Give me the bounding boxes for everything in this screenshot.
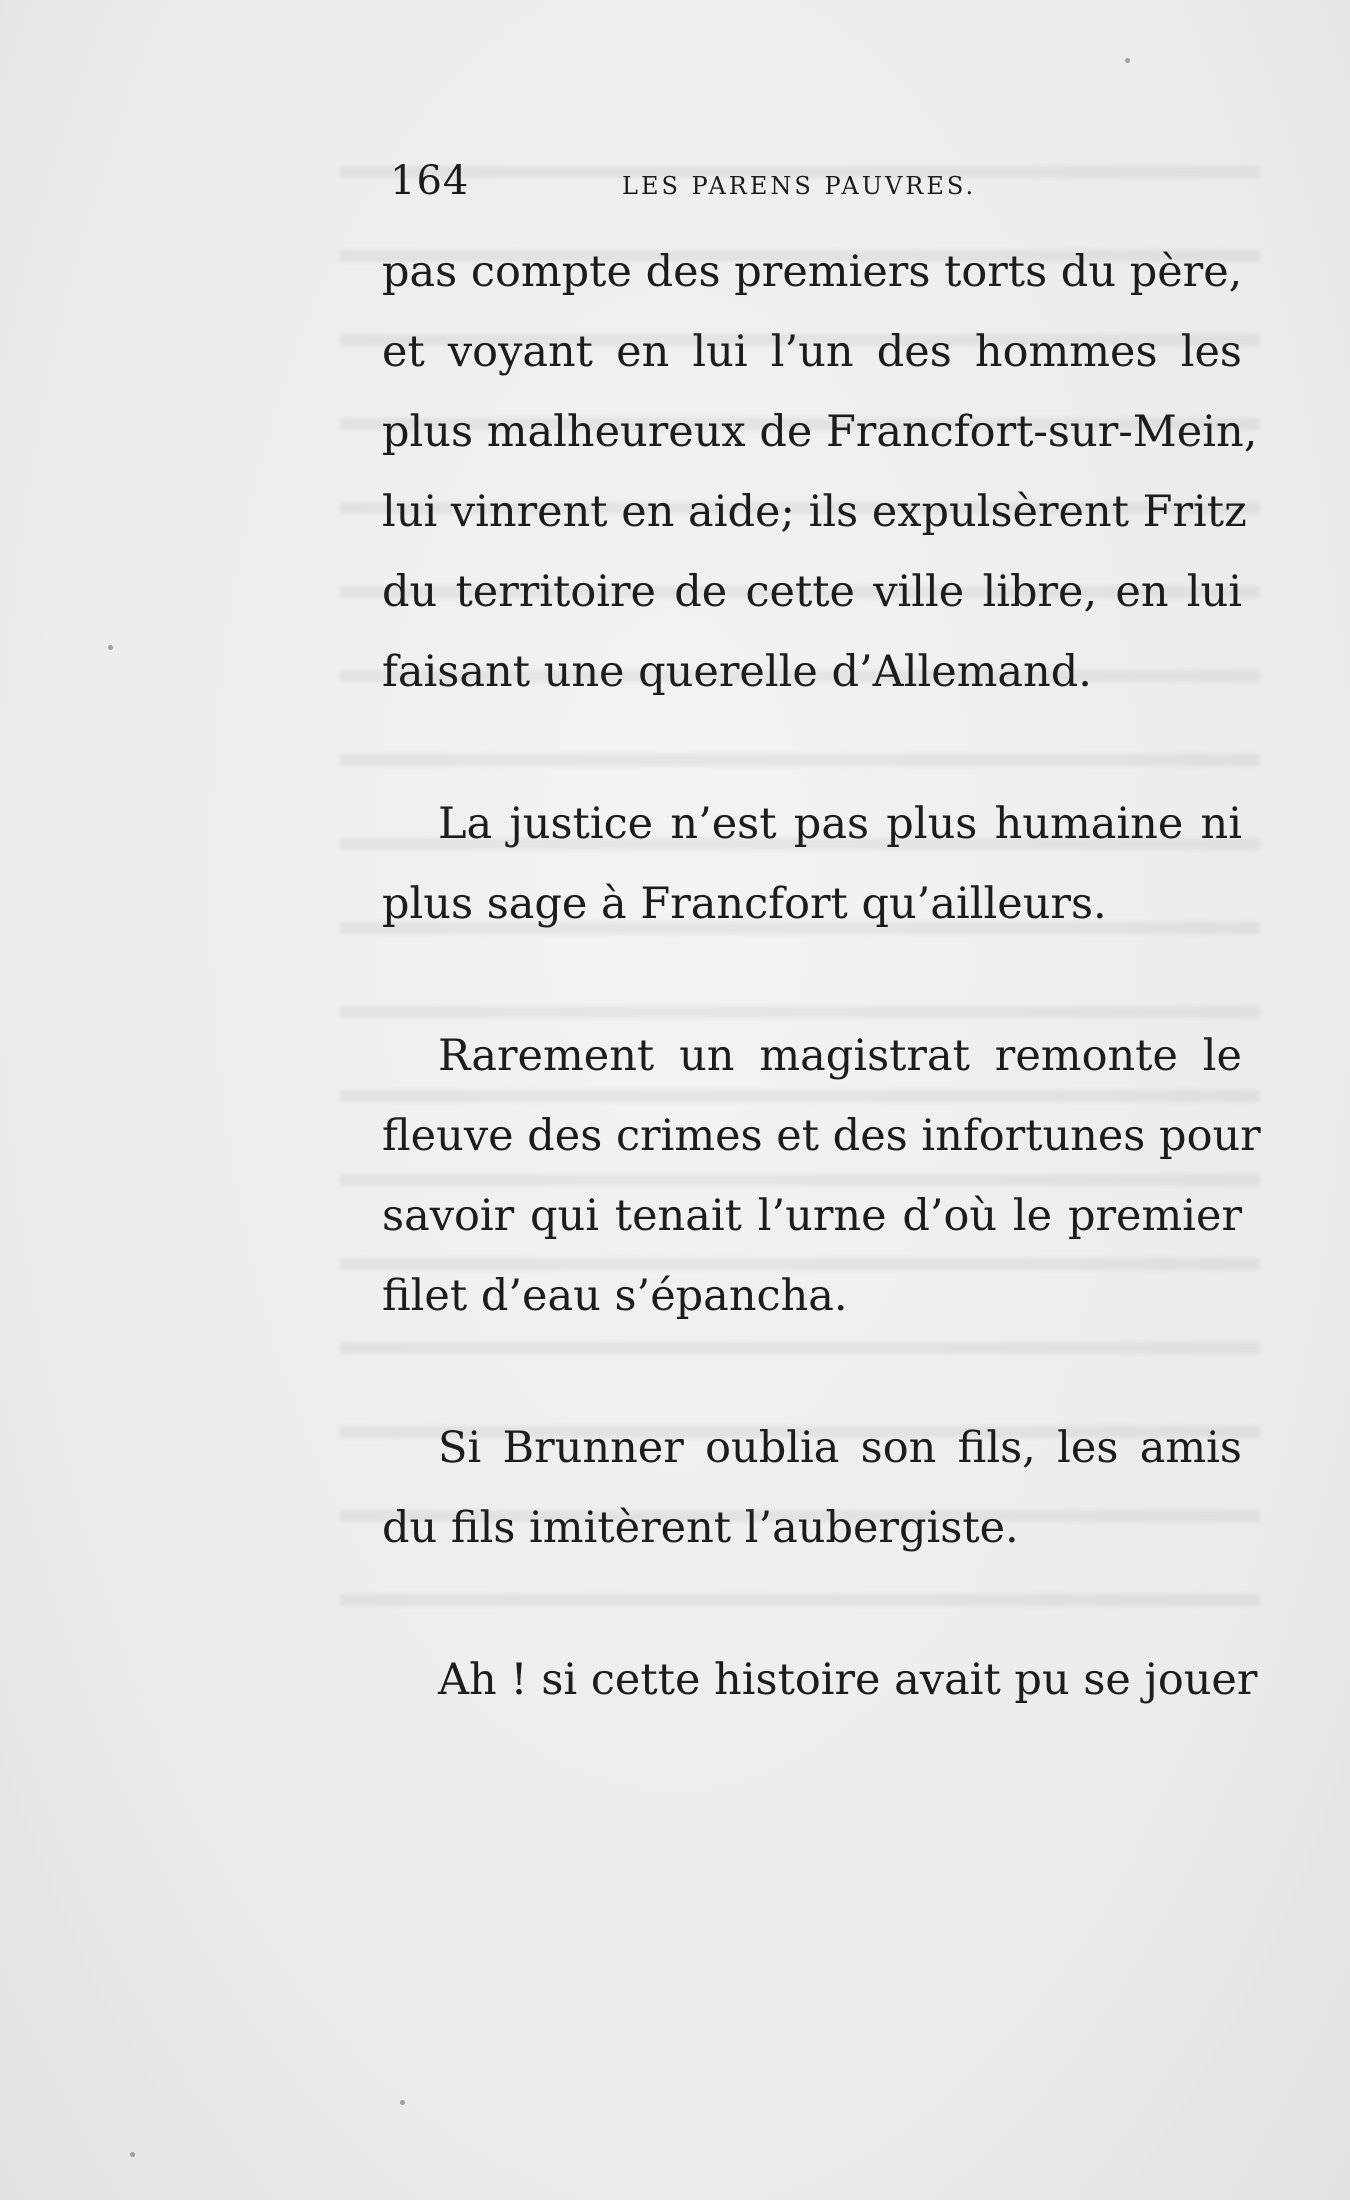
paragraph [382, 232, 1258, 712]
text-line: pas compte des premiers torts du père, [382, 247, 1243, 297]
text-line: Si Brunner oublia son fils, les amis [438, 1423, 1242, 1473]
paper-speck [108, 645, 113, 650]
page-number: 164 [390, 158, 470, 204]
paragraph [382, 784, 1242, 944]
paper-speck [1125, 58, 1130, 63]
text-line: Ah ! si cette histoire avait pu se jouer [438, 1655, 1258, 1705]
text-line: Rarement un magistrat remonte le [438, 1031, 1242, 1081]
running-title: LES PARENS PAUVRES. [622, 172, 977, 200]
paper-speck [400, 2100, 405, 2105]
text-line: et voyant en lui l’un des hommes les [382, 327, 1242, 377]
text-line: La justice n’est pas plus humaine ni [438, 799, 1242, 849]
text-line: plus sage à Francfort qu’ailleurs. [382, 879, 1107, 929]
paragraph [382, 1640, 1258, 1720]
text-line: du fils imitèrent l’aubergiste. [382, 1503, 1019, 1553]
paper-speck [130, 2152, 135, 2157]
text-line: du territoire de cette ville libre, en lui [382, 567, 1242, 617]
text-line: fleuve des crimes et des infortunes pour [382, 1111, 1261, 1161]
text-line: faisant une querelle d’Allemand. [382, 647, 1092, 697]
page-header [390, 158, 1050, 208]
text-line: plus malheureux de Francfort-sur-Mein, [382, 407, 1258, 457]
text-line: lui vinrent en aide; ils expulsèrent Fritz [382, 487, 1247, 537]
text-line: savoir qui tenait l’urne d’où le premier [382, 1191, 1242, 1241]
text-line: filet d’eau s’épancha. [382, 1271, 848, 1321]
body-text [382, 232, 1261, 1720]
paragraph [382, 1016, 1261, 1336]
paragraph [382, 1408, 1242, 1568]
